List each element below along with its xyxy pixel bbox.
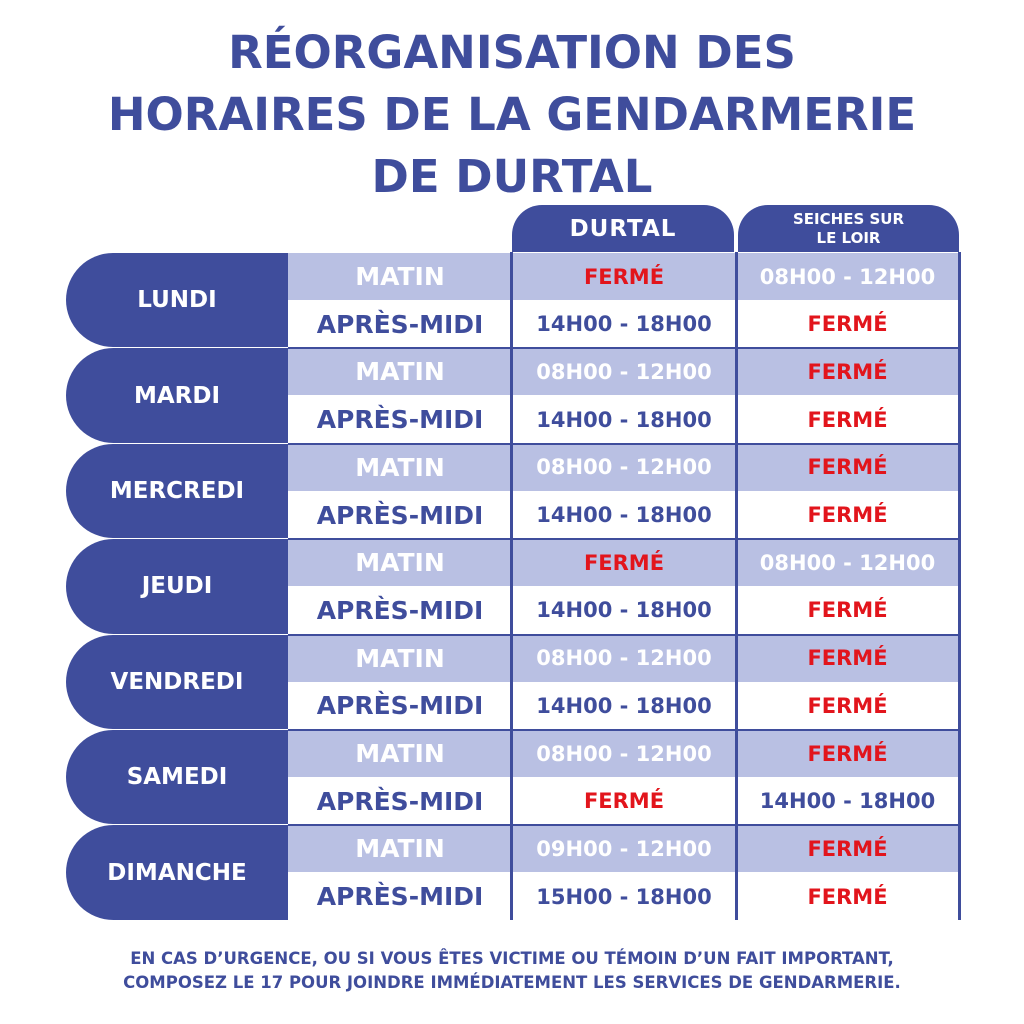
table-row xyxy=(288,825,959,872)
day-label: VENDREDI xyxy=(110,668,244,695)
period-label: APRÈS-MIDI xyxy=(316,786,484,816)
period-label: MATIN xyxy=(355,262,445,291)
page-title xyxy=(0,22,1024,208)
period-label: MATIN xyxy=(355,834,445,864)
durtal-hours: 14H00 - 18H00 xyxy=(536,693,712,718)
table-row xyxy=(288,492,959,539)
seiches-hours: FERMÉ xyxy=(807,836,888,861)
period-label: MATIN xyxy=(355,357,445,387)
day-label: LUNDI xyxy=(137,287,217,314)
seiches-hours: FERMÉ xyxy=(807,741,888,766)
period-label: MATIN xyxy=(355,739,445,768)
title-line-2: HORAIRES DE LA GENDARMERIE xyxy=(107,88,917,141)
table-row xyxy=(288,253,959,300)
emergency-notice-line-1: EN CAS D’URGENCE, OU SI VOUS ÊTES VICTIME OU TÉMOIN D’UN FAIT IMPORTANT, xyxy=(130,949,894,968)
day-dimanche xyxy=(66,825,288,919)
day-mardi xyxy=(66,348,288,442)
period-label: APRÈS-MIDI xyxy=(316,309,484,339)
column-header-seiches xyxy=(738,205,959,252)
period-label: MATIN xyxy=(355,548,445,578)
table-row xyxy=(288,682,959,729)
day-divider xyxy=(288,634,959,636)
period-label: APRÈS-MIDI xyxy=(316,882,484,912)
seiches-hours: FERMÉ xyxy=(807,407,888,432)
day-divider xyxy=(288,347,959,349)
durtal-hours: 15H00 - 18H00 xyxy=(536,884,712,909)
durtal-hours: 09H00 - 12H00 xyxy=(536,836,712,861)
durtal-hours: 08H00 - 12H00 xyxy=(536,646,712,671)
durtal-hours: 14H00 - 18H00 xyxy=(536,407,712,432)
durtal-hours: 08H00 - 12H00 xyxy=(536,359,712,384)
seiches-hours: 14H00 - 18H00 xyxy=(759,789,936,814)
durtal-hours: 08H00 - 12H00 xyxy=(536,455,712,480)
day-samedi xyxy=(66,730,288,824)
seiches-hours: FERMÉ xyxy=(807,598,888,623)
durtal-hours: 08H00 - 12H00 xyxy=(536,741,712,766)
period-label: MATIN xyxy=(355,452,445,482)
period-label: APRÈS-MIDI xyxy=(316,691,484,721)
seiches-hours: FERMÉ xyxy=(807,503,888,527)
day-label: MARDI xyxy=(133,382,221,409)
seiches-hours: FERMÉ xyxy=(807,359,888,384)
day-divider xyxy=(288,729,959,731)
day-lundi xyxy=(66,253,288,347)
durtal-hours: 14H00 - 18H00 xyxy=(536,503,712,527)
column-header-durtal xyxy=(512,205,734,252)
seiches-hours: FERMÉ xyxy=(807,646,888,671)
emergency-notice xyxy=(0,947,1024,995)
column-divider xyxy=(958,252,961,920)
column-header-seiches-line-1: SEICHES SUR xyxy=(793,209,904,228)
day-label: MERCREDI xyxy=(109,477,245,504)
period-label: MATIN xyxy=(355,643,445,673)
title-line-1: RÉORGANISATION DES xyxy=(228,26,796,79)
table-row xyxy=(288,348,959,395)
day-divider xyxy=(288,443,959,445)
durtal-hours: 14H00 - 18H00 xyxy=(536,312,712,337)
table-row xyxy=(288,444,959,491)
table-row xyxy=(288,873,959,920)
seiches-hours: 08H00 - 12H00 xyxy=(759,550,936,575)
day-mercredi xyxy=(66,444,288,538)
day-label: DIMANCHE xyxy=(107,859,247,886)
period-label: APRÈS-MIDI xyxy=(316,500,484,530)
column-divider xyxy=(735,252,738,920)
seiches-hours: 08H00 - 12H00 xyxy=(759,264,936,289)
emergency-notice-line-2: COMPOSEZ LE 17 POUR JOINDRE IMMÉDIATEMENT LES SERVICES DE GENDARMERIE. xyxy=(123,973,901,992)
period-label: APRÈS-MIDI xyxy=(316,595,484,625)
seiches-hours: FERMÉ xyxy=(807,693,888,718)
table-row xyxy=(288,778,959,825)
day-divider xyxy=(288,538,959,540)
title-line-3: DE DURTAL xyxy=(371,150,653,203)
table-row xyxy=(288,635,959,682)
seiches-hours: FERMÉ xyxy=(807,312,888,337)
column-divider xyxy=(510,252,513,920)
day-label: SAMEDI xyxy=(126,764,228,791)
table-row xyxy=(288,730,959,777)
day-jeudi xyxy=(66,539,288,633)
durtal-hours: FERMÉ xyxy=(583,264,665,289)
table-row xyxy=(288,587,959,634)
day-label: JEUDI xyxy=(141,573,213,600)
seiches-hours: FERMÉ xyxy=(807,455,888,480)
column-header-seiches-line-2: LE LOIR xyxy=(816,228,881,247)
table-row xyxy=(288,539,959,586)
durtal-hours: FERMÉ xyxy=(583,789,665,814)
durtal-hours: FERMÉ xyxy=(583,550,665,575)
seiches-hours: FERMÉ xyxy=(807,884,888,909)
day-vendredi xyxy=(66,635,288,729)
day-divider xyxy=(288,824,959,826)
table-row xyxy=(288,301,959,348)
period-label: APRÈS-MIDI xyxy=(316,405,484,435)
durtal-hours: 14H00 - 18H00 xyxy=(536,598,712,623)
column-header-durtal-label: DURTAL xyxy=(569,215,677,242)
table-row xyxy=(288,396,959,443)
